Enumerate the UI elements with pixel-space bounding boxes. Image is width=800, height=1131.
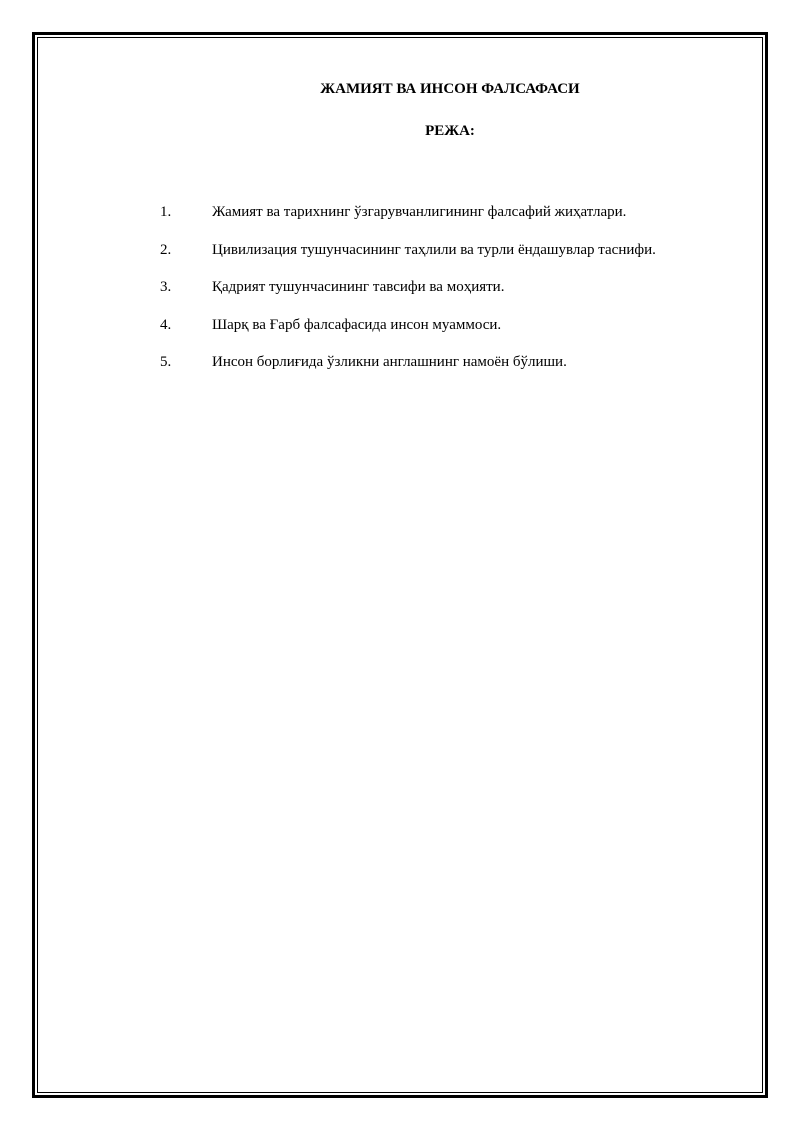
plan-item [160, 277, 740, 315]
page-border-inner [37, 37, 763, 1093]
plan-item [160, 315, 740, 353]
plan-item-text: Қадрият тушунчасининг тавсифи ва моҳияти. [212, 279, 505, 295]
plan-item-number: 1. [160, 204, 172, 220]
plan-item-number: 5. [160, 354, 172, 370]
plan-item-text: Цивилизация тушунчасининг таҳлили ва турли ёндашувлар таснифи. [212, 241, 656, 258]
plan-list [160, 202, 740, 390]
plan-item-text: Инсон борлиғида ўзликни англашнинг намоён бўлиши. [212, 354, 567, 370]
plan-item [160, 202, 740, 240]
document-title: ЖАМИЯТ ВА ИНСОН ФАЛСАФАСИ [320, 81, 580, 97]
plan-item-number: 2. [160, 241, 172, 258]
plan-item-number: 3. [160, 279, 172, 295]
plan-item [160, 240, 740, 278]
plan-item-text: Жамият ва тарихнинг ўзгарувчанлигининг фалсафий жиҳатлари. [212, 204, 627, 220]
plan-heading: РЕЖА: [425, 123, 475, 139]
plan-item-text: Шарқ ва Ғарб фалсафасида инсон муаммоси. [212, 316, 502, 333]
plan-item [160, 352, 740, 390]
plan-item-number: 4. [160, 316, 172, 333]
